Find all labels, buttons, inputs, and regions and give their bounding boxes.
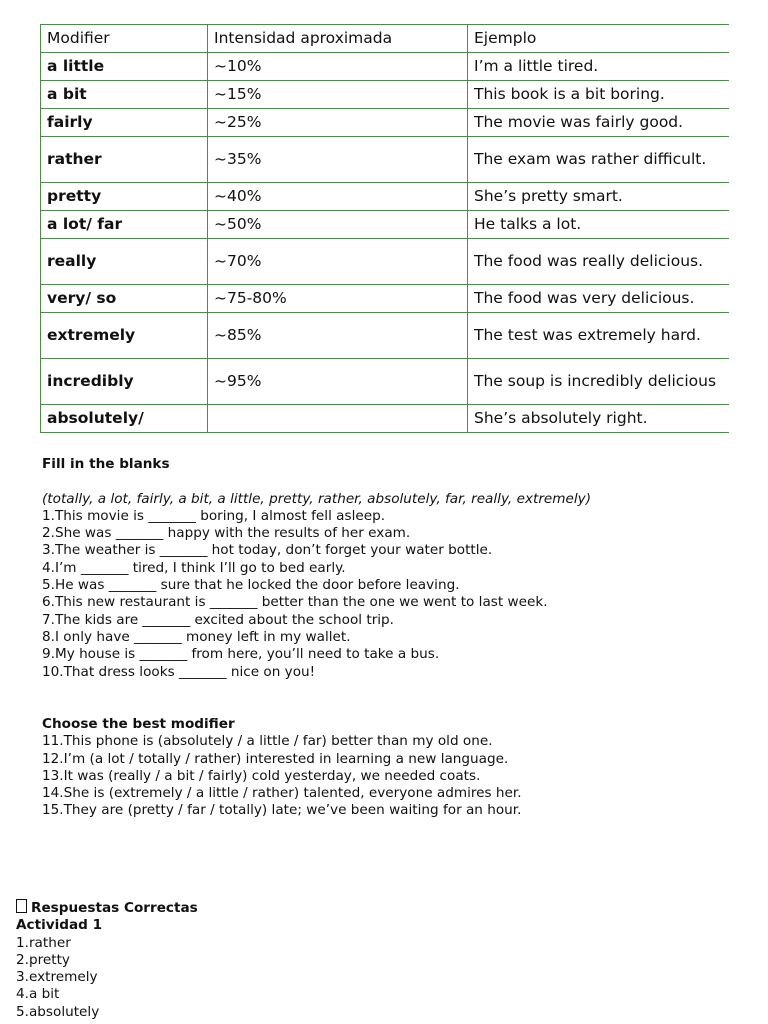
table-row [41, 109, 730, 137]
header-modifier: Modifier [41, 25, 208, 53]
intensity-cell: ~70% [208, 239, 468, 285]
exercise-item: 12.I’m (a lot / totally / rather) interested in learning a new language. [42, 750, 509, 767]
example-cell: She’s pretty smart. [468, 183, 730, 211]
exercise-item: 9.My house is _______ from here, you’ll need to take a bus. [42, 646, 440, 663]
table-row [41, 313, 730, 359]
table-row [41, 183, 730, 211]
example-cell: I’m a little tired. [468, 53, 730, 81]
example-cell: He talks a lot. [468, 211, 730, 239]
missing-glyph-icon [16, 899, 27, 913]
modifier-cell: really [41, 239, 208, 285]
exercise-item: 11.This phone is (absolutely / a little / far) better than my old one. [42, 733, 493, 750]
intensity-cell [208, 405, 468, 433]
answers-title: Respuestas Correctas [31, 900, 198, 916]
exercise-item: 14.She is (extremely / a little / rather) talented, everyone admires her. [42, 785, 522, 802]
spacer [42, 473, 591, 490]
table-row [41, 285, 730, 313]
table-row [41, 359, 730, 405]
answer-item: 3.extremely [16, 969, 98, 986]
answer-item: 5.absolutely [16, 1003, 100, 1020]
table-row [41, 211, 730, 239]
modifier-cell: rather [41, 137, 208, 183]
intensity-cell: ~35% [208, 137, 468, 183]
answers-title-line [16, 899, 198, 917]
exercise-item: 13.It was (really / a bit / fairly) cold yesterday, we needed coats. [42, 767, 481, 784]
example-cell: She’s absolutely right. [468, 405, 730, 433]
example-cell: The food was very delicious. [468, 285, 730, 313]
exercise-item: 7.The kids are _______ excited about the school trip. [42, 611, 395, 628]
modifier-cell: a bit [41, 81, 208, 109]
modifier-cell: incredibly [41, 359, 208, 405]
example-cell: This book is a bit boring. [468, 81, 730, 109]
word-bank-hint: (totally, a lot, fairly, a bit, a little, pretty, rather, absolutely, far, really, extremely) [42, 490, 591, 507]
example-cell: The test was extremely hard. [468, 313, 730, 359]
answer-item: 2.pretty [16, 951, 70, 968]
modifier-cell: a lot/ far [41, 211, 208, 239]
fill-blanks-title: Fill in the blanks [42, 456, 170, 472]
example-cell: The movie was fairly good. [468, 109, 730, 137]
exercise-item: 1.This movie is _______ boring, I almost fell asleep. [42, 507, 386, 524]
exercise-item: 4.I’m _______ tired, I think I’ll go to bed early. [42, 559, 346, 576]
answer-item: 4.a bit [16, 986, 60, 1003]
table-row [41, 405, 730, 433]
exercise-item: 10.That dress looks _______ nice on you! [42, 663, 316, 680]
table-row [41, 81, 730, 109]
answers-subtitle: Actividad 1 [16, 917, 103, 934]
answer-item: 1.rather [16, 934, 71, 951]
modifier-cell: fairly [41, 109, 208, 137]
intensity-cell: ~95% [208, 359, 468, 405]
header-example: Ejemplo [468, 25, 730, 53]
exercise-item: 8.I only have _______ money left in my wallet. [42, 628, 351, 645]
example-cell: The food was really delicious. [468, 239, 730, 285]
choose-section [42, 716, 522, 820]
table-row [41, 137, 730, 183]
modifier-cell: a little [41, 53, 208, 81]
exercise-item: 15.They are (pretty / far / totally) late; we’ve been waiting for an hour. [42, 802, 522, 819]
modifier-cell: absolutely/ [41, 405, 208, 433]
fill-blanks-section [42, 456, 591, 681]
exercise-item: 3.The weather is _______ hot today, don’t forget your water bottle. [42, 542, 493, 559]
example-cell: The soup is incredibly delicious [468, 359, 730, 405]
exercise-item: 5.He was _______ sure that he locked the door before leaving. [42, 577, 460, 594]
table-header-row [41, 25, 730, 53]
choose-title: Choose the best modifier [42, 716, 235, 732]
table-row [41, 53, 730, 81]
modifier-table [40, 24, 729, 433]
exercise-item: 6.This new restaurant is _______ better than the one we went to last week. [42, 594, 548, 611]
intensity-cell: ~75-80% [208, 285, 468, 313]
table-row [41, 239, 730, 285]
intensity-cell: ~40% [208, 183, 468, 211]
intensity-cell: ~25% [208, 109, 468, 137]
modifier-table-container [40, 24, 729, 433]
modifier-cell: very/ so [41, 285, 208, 313]
exercise-item: 2.She was _______ happy with the results of her exam. [42, 525, 411, 542]
example-cell: The exam was rather difficult. [468, 137, 730, 183]
answers-section [16, 899, 198, 1021]
header-intensity: Intensidad aproximada [208, 25, 468, 53]
intensity-cell: ~50% [208, 211, 468, 239]
intensity-cell: ~15% [208, 81, 468, 109]
intensity-cell: ~85% [208, 313, 468, 359]
intensity-cell: ~10% [208, 53, 468, 81]
modifier-cell: pretty [41, 183, 208, 211]
modifier-cell: extremely [41, 313, 208, 359]
